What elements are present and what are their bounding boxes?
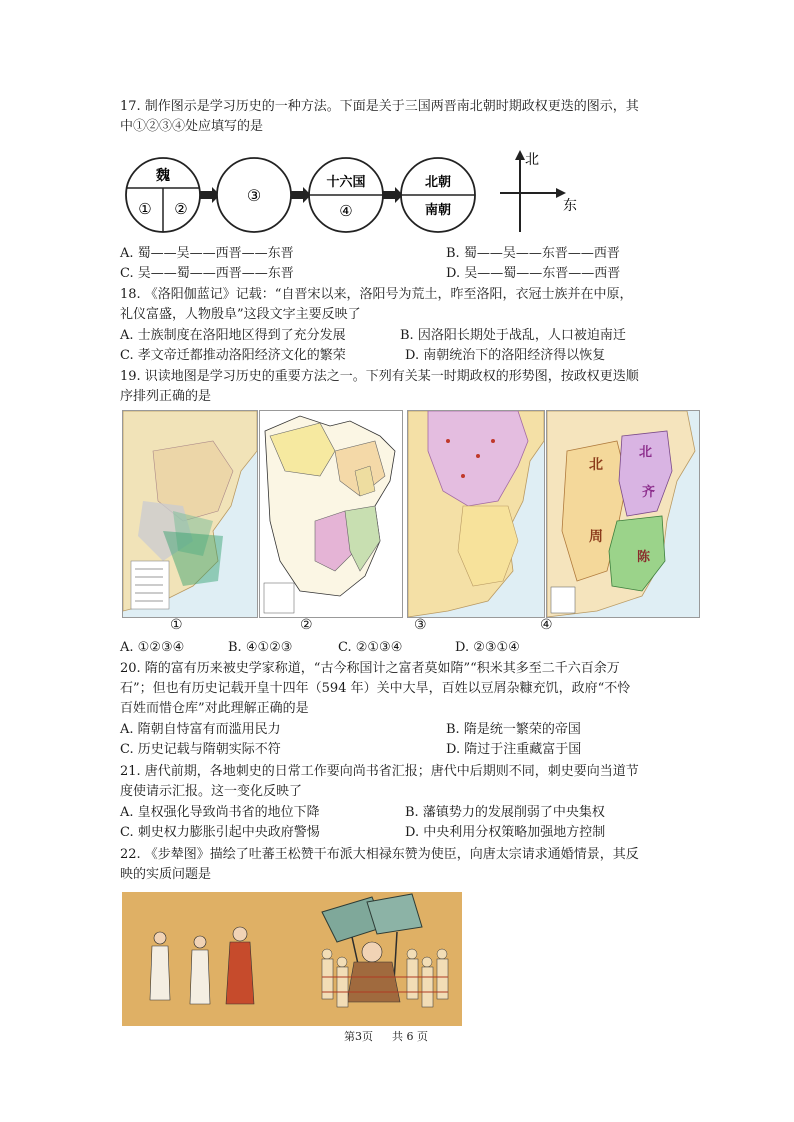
diagram-slot-4: ④ — [339, 202, 353, 220]
q19-option-a: A. ①②③④ — [120, 640, 185, 655]
q21-option-b: B. 藩镇势力的发展削弱了中央集权 — [405, 805, 605, 820]
page-total: 共 6 页 — [392, 1030, 428, 1043]
map-2 — [259, 410, 403, 618]
q17-option-c: C. 吴——蜀——西晋——东晋 — [120, 266, 294, 281]
q21-stem-line1: 21. 唐代前期，各地刺史的日常工作要向尚书省汇报；唐代中后期则不同，刺史要向当道节 — [120, 764, 639, 779]
page-number: 第3页 — [344, 1030, 373, 1043]
q18-stem-line1: 18. 《洛阳伽蓝记》记载：“自晋宋以来，洛阳号为荒土，昨至洛阳，衣冠士族并在中原， — [120, 287, 633, 302]
compass-east: 东 — [563, 198, 577, 214]
diagram-slot-3: ③ — [246, 186, 262, 205]
q18-stem-line2: 礼仪富盛，人物殷阜”这段文字主要反映了 — [120, 307, 361, 322]
q19-option-d: D. ②③①④ — [455, 640, 520, 655]
q17-option-b: B. 蜀——吴——东晋——西晋 — [446, 246, 620, 261]
q19-option-b: B. ④①②③ — [228, 640, 293, 655]
map-1 — [122, 410, 258, 618]
diagram-shiliuguo: 十六国 — [326, 175, 366, 190]
map-label-2: ② — [300, 617, 313, 633]
q20-option-b: B. 隋是统一繁荣的帝国 — [446, 722, 581, 737]
q18-option-d: D. 南朝统治下的洛阳经济得以恢复 — [405, 348, 606, 363]
q18-option-b: B. 因洛阳长期处于战乱，人口被迫南迁 — [400, 328, 626, 343]
q21-option-d: D. 中央利用分权策略加强地方控制 — [405, 825, 606, 840]
diagram-nanchao: 南朝 — [424, 203, 452, 218]
q20-option-c: C. 历史记载与隋朝实际不符 — [120, 742, 281, 757]
q19-stem-line2: 序排列正确的是 — [120, 389, 212, 404]
map-4 — [546, 410, 700, 618]
q17-stem-line1: 17. 制作图示是学习历史的一种方法。下面是关于三国两晋南北朝时期政权更迭的图示，其 — [120, 99, 639, 114]
arrow-2 — [291, 187, 311, 203]
diagram-slot-2: ② — [174, 200, 188, 218]
compass-north: 北 — [525, 152, 539, 168]
diagram-slot-1: ① — [138, 200, 152, 218]
bunian-tu-painting — [122, 892, 462, 1026]
q21-option-c: C. 刺史权力膨胀引起中央政府警惕 — [120, 825, 320, 840]
arrow-3 — [383, 187, 403, 203]
q22-stem-line2: 映的实质问题是 — [120, 867, 212, 882]
map-label-4: ④ — [540, 617, 553, 633]
map4-zhou: 周 — [589, 529, 603, 545]
q20-stem-line1: 20. 隋的富有历来被史学家称道，“古今称国计之富者莫如隋”“积米其多至二千六百余万 — [120, 661, 620, 676]
q20-option-a: A. 隋朝自恃富有而滥用民力 — [120, 722, 281, 737]
q21-option-a: A. 皇权强化导致尚书省的地位下降 — [120, 805, 320, 820]
q21-stem-line2: 度使请示汇报。这一变化反映了 — [120, 784, 303, 799]
q17-stem-line2: 中①②③④处应填写的是 — [120, 119, 264, 134]
diagram-wei: 魏 — [156, 168, 170, 184]
q19-stem-line1: 19. 识读地图是学习历史的重要方法之一。下列有关某一时期政权的形势图，按政权更迭顺 — [120, 369, 639, 384]
q20-stem-line3: 百姓而惜仓库”对此理解正确的是 — [120, 701, 309, 716]
map4-chen: 陈 — [637, 550, 651, 565]
map-label-1: ① — [170, 617, 183, 633]
map4-bei2: 北 — [639, 445, 653, 460]
q18-option-c: C. 孝文帝迁都推动洛阳经济文化的繁荣 — [120, 348, 346, 363]
q20-stem-line2: 石”；但也有历史记载开皇十四年（594 年）关中大旱，百姓以豆屑杂糠充饥，政府“不怜 — [120, 681, 631, 696]
map4-bei: 北 — [589, 457, 603, 473]
q17-option-d: D. 吴——蜀——东晋——西晋 — [446, 266, 621, 281]
map-row — [122, 410, 700, 616]
q20-option-d: D. 隋过于注重藏富于国 — [446, 742, 582, 757]
map4-qi: 齐 — [642, 485, 656, 500]
q19-option-c: C. ②①③④ — [338, 640, 403, 655]
regime-change-diagram — [120, 150, 600, 245]
q22-stem-line1: 22. 《步辇图》描绘了吐蕃王松赞干布派大相禄东赞为使臣，向唐太宗请求通婚情景，其反 — [120, 847, 639, 862]
diagram-beichao: 北朝 — [424, 175, 452, 190]
q17-option-a: A. 蜀——吴——西晋——东晋 — [120, 246, 294, 261]
q18-option-a: A. 士族制度在洛阳地区得到了充分发展 — [120, 328, 346, 343]
map-label-3: ③ — [414, 617, 427, 633]
map-3 — [407, 410, 545, 618]
